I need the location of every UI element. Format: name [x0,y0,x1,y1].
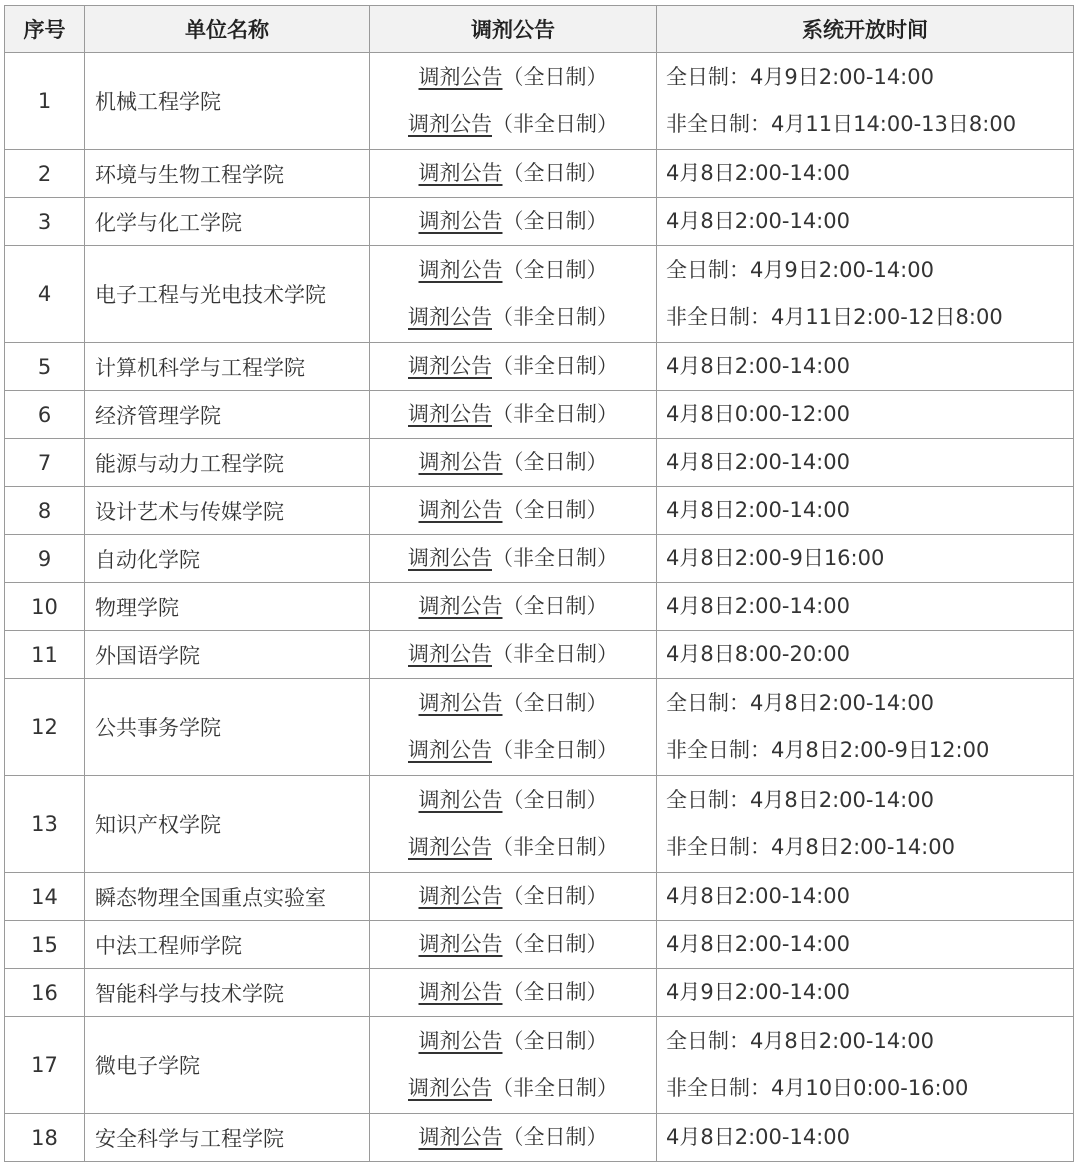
serial-number-cell: 13 [5,776,85,873]
study-mode-label: （非全日制） [492,305,618,329]
open-time-cell [657,535,1074,583]
notice-line [370,54,656,101]
adjustment-notice-link[interactable]: 调剂公告 [408,402,492,426]
table-row [5,679,1074,776]
study-mode-label: （全日制） [502,1029,608,1053]
table-row [5,873,1074,921]
notice-line [370,391,656,438]
open-time-cell [657,439,1074,487]
notice-line [370,969,656,1016]
study-mode-label: （非全日制） [492,738,618,762]
adjustment-notice-link[interactable]: 调剂公告 [408,642,492,666]
header-system-open-time: 系统开放时间 [657,6,1074,53]
notice-cell [370,198,657,246]
open-time-text: 非全日制：4月11日2:00-12日8:00 [666,305,1003,329]
unit-name-cell: 公共事务学院 [85,679,370,776]
study-mode-label: （全日制） [502,209,608,233]
study-mode-label: （全日制） [502,258,608,282]
table-row [5,198,1074,246]
open-time-text: 4月8日2:00-14:00 [666,450,850,474]
unit-name-cell: 环境与生物工程学院 [85,150,370,198]
notice-cell [370,391,657,439]
open-time-cell [657,679,1074,776]
study-mode-label: （全日制） [502,788,608,812]
header-serial-number: 序号 [5,6,85,53]
table-row [5,439,1074,487]
serial-number-cell: 18 [5,1114,85,1162]
adjustment-notice-link[interactable]: 调剂公告 [418,788,503,812]
notice-cell [370,150,657,198]
notice-line [370,680,656,727]
serial-number-cell: 11 [5,631,85,679]
open-time-text: 4月8日2:00-14:00 [666,161,850,185]
serial-number-cell: 16 [5,969,85,1017]
notice-cell [370,343,657,391]
unit-name-cell: 自动化学院 [85,535,370,583]
adjustment-notice-link[interactable]: 调剂公告 [408,738,492,762]
notice-line [370,727,656,774]
open-time-cell [657,776,1074,873]
table-row [5,535,1074,583]
serial-number-cell: 8 [5,487,85,535]
notice-line [370,583,656,630]
notice-line [370,439,656,486]
open-time-cell [657,873,1074,921]
open-time-text: 全日制：4月9日2:00-14:00 [666,65,934,89]
open-time-text: 全日制：4月9日2:00-14:00 [666,258,934,282]
open-time-cell [657,1114,1074,1162]
unit-name-cell: 外国语学院 [85,631,370,679]
open-time-text: 4月8日2:00-14:00 [666,498,850,522]
adjustment-notice-link[interactable]: 调剂公告 [418,1029,503,1053]
serial-number-cell: 2 [5,150,85,198]
unit-name-cell: 计算机科学与工程学院 [85,343,370,391]
table-row [5,391,1074,439]
adjustment-notice-link[interactable]: 调剂公告 [408,354,492,378]
adjustment-notice-link[interactable]: 调剂公告 [418,209,503,233]
unit-name-cell: 机械工程学院 [85,53,370,150]
notice-cell [370,873,657,921]
open-time-cell [657,1017,1074,1114]
notice-line [370,247,656,294]
adjustment-schedule-table [4,5,1074,1162]
adjustment-notice-link[interactable]: 调剂公告 [418,594,503,618]
notice-cell [370,679,657,776]
table-row [5,246,1074,343]
open-time-cell [657,583,1074,631]
open-time-text: 全日制：4月8日2:00-14:00 [666,788,934,812]
serial-number-cell: 17 [5,1017,85,1114]
adjustment-notice-link[interactable]: 调剂公告 [408,835,492,859]
open-time-text: 4月9日2:00-14:00 [666,980,850,1004]
study-mode-label: （非全日制） [492,835,618,859]
notice-line [370,777,656,824]
notice-cell [370,583,657,631]
notice-line [370,198,656,245]
table-row [5,583,1074,631]
notice-line [370,921,656,968]
study-mode-label: （全日制） [502,1125,608,1149]
unit-name-cell: 瞬态物理全国重点实验室 [85,873,370,921]
table-row [5,1017,1074,1114]
table-body [5,53,1074,1162]
open-time-text: 4月8日8:00-20:00 [666,642,850,666]
notice-line [370,1114,656,1161]
adjustment-notice-link[interactable]: 调剂公告 [408,112,492,136]
open-time-text: 非全日制：4月8日2:00-14:00 [666,835,955,859]
unit-name-cell: 经济管理学院 [85,391,370,439]
open-time-cell [657,391,1074,439]
header-unit-name: 单位名称 [85,6,370,53]
adjustment-notice-link[interactable]: 调剂公告 [418,498,503,522]
open-time-cell [657,198,1074,246]
study-mode-label: （非全日制） [492,354,618,378]
open-time-cell [657,150,1074,198]
table-header-row [5,6,1074,53]
open-time-text: 4月8日2:00-14:00 [666,884,850,908]
serial-number-cell: 10 [5,583,85,631]
notice-line [370,873,656,920]
adjustment-notice-link[interactable]: 调剂公告 [418,65,503,89]
adjustment-notice-link[interactable]: 调剂公告 [408,305,492,329]
unit-name-cell: 微电子学院 [85,1017,370,1114]
study-mode-label: （非全日制） [492,546,618,570]
notice-cell [370,1017,657,1114]
unit-name-cell: 中法工程师学院 [85,921,370,969]
serial-number-cell: 15 [5,921,85,969]
table-row [5,343,1074,391]
study-mode-label: （全日制） [502,161,608,185]
open-time-text: 非全日制：4月8日2:00-9日12:00 [666,738,990,762]
serial-number-cell: 3 [5,198,85,246]
study-mode-label: （全日制） [502,884,608,908]
unit-name-cell: 设计艺术与传媒学院 [85,487,370,535]
study-mode-label: （非全日制） [492,402,618,426]
table-row [5,487,1074,535]
unit-name-cell: 知识产权学院 [85,776,370,873]
table-row [5,776,1074,873]
notice-cell [370,631,657,679]
serial-number-cell: 4 [5,246,85,343]
serial-number-cell: 12 [5,679,85,776]
adjustment-notice-link[interactable]: 调剂公告 [418,980,503,1004]
open-time-text: 非全日制：4月10日0:00-16:00 [666,1076,969,1100]
notice-line [370,150,656,197]
serial-number-cell: 9 [5,535,85,583]
unit-name-cell: 化学与化工学院 [85,198,370,246]
open-time-text: 4月8日2:00-14:00 [666,1125,850,1149]
header-adjustment-notice: 调剂公告 [370,6,657,53]
table-row [5,1114,1074,1162]
open-time-text: 4月8日2:00-14:00 [666,209,850,233]
notice-line [370,1018,656,1065]
table-row [5,921,1074,969]
open-time-cell [657,53,1074,150]
unit-name-cell: 物理学院 [85,583,370,631]
adjustment-notice-link[interactable]: 调剂公告 [418,691,503,715]
notice-line [370,101,656,148]
open-time-text: 全日制：4月8日2:00-14:00 [666,691,934,715]
study-mode-label: （全日制） [502,691,608,715]
unit-name-cell: 能源与动力工程学院 [85,439,370,487]
unit-name-cell: 电子工程与光电技术学院 [85,246,370,343]
table-row [5,53,1074,150]
serial-number-cell: 14 [5,873,85,921]
open-time-cell [657,631,1074,679]
serial-number-cell: 6 [5,391,85,439]
study-mode-label: （全日制） [502,932,608,956]
unit-name-cell: 安全科学与工程学院 [85,1114,370,1162]
notice-cell [370,246,657,343]
open-time-text: 4月8日2:00-9日16:00 [666,546,885,570]
table-row [5,150,1074,198]
open-time-text: 4月8日2:00-14:00 [666,354,850,378]
open-time-cell [657,921,1074,969]
notice-cell [370,487,657,535]
notice-cell [370,776,657,873]
notice-cell [370,969,657,1017]
adjustment-notice-link[interactable]: 调剂公告 [418,161,503,185]
serial-number-cell: 5 [5,343,85,391]
serial-number-cell: 1 [5,53,85,150]
open-time-text: 全日制：4月8日2:00-14:00 [666,1029,934,1053]
unit-name-cell: 智能科学与技术学院 [85,969,370,1017]
study-mode-label: （非全日制） [492,642,618,666]
notice-line [370,824,656,871]
notice-line [370,631,656,678]
open-time-cell [657,969,1074,1017]
notice-line [370,294,656,341]
notice-cell [370,1114,657,1162]
study-mode-label: （全日制） [502,65,608,89]
table-row [5,631,1074,679]
study-mode-label: （全日制） [502,980,608,1004]
adjustment-notice-link[interactable]: 调剂公告 [418,1125,503,1149]
open-time-text: 非全日制：4月11日14:00-13日8:00 [666,112,1017,136]
adjustment-notice-link[interactable]: 调剂公告 [418,258,503,282]
notice-cell [370,921,657,969]
notice-cell [370,53,657,150]
open-time-cell [657,487,1074,535]
adjustment-notice-link[interactable]: 调剂公告 [418,884,503,908]
adjustment-notice-link[interactable]: 调剂公告 [418,932,503,956]
serial-number-cell: 7 [5,439,85,487]
adjustment-notice-link[interactable]: 调剂公告 [418,450,503,474]
table-row [5,969,1074,1017]
notice-line [370,535,656,582]
study-mode-label: （全日制） [502,594,608,618]
notice-line [370,1065,656,1112]
adjustment-notice-link[interactable]: 调剂公告 [408,546,492,570]
adjustment-notice-link[interactable]: 调剂公告 [408,1076,492,1100]
open-time-text: 4月8日0:00-12:00 [666,402,850,426]
study-mode-label: （非全日制） [492,112,618,136]
open-time-cell [657,246,1074,343]
notice-line [370,343,656,390]
open-time-cell [657,343,1074,391]
open-time-text: 4月8日2:00-14:00 [666,932,850,956]
notice-cell [370,439,657,487]
study-mode-label: （非全日制） [492,1076,618,1100]
study-mode-label: （全日制） [502,450,608,474]
notice-cell [370,535,657,583]
notice-line [370,487,656,534]
open-time-text: 4月8日2:00-14:00 [666,594,850,618]
study-mode-label: （全日制） [502,498,608,522]
